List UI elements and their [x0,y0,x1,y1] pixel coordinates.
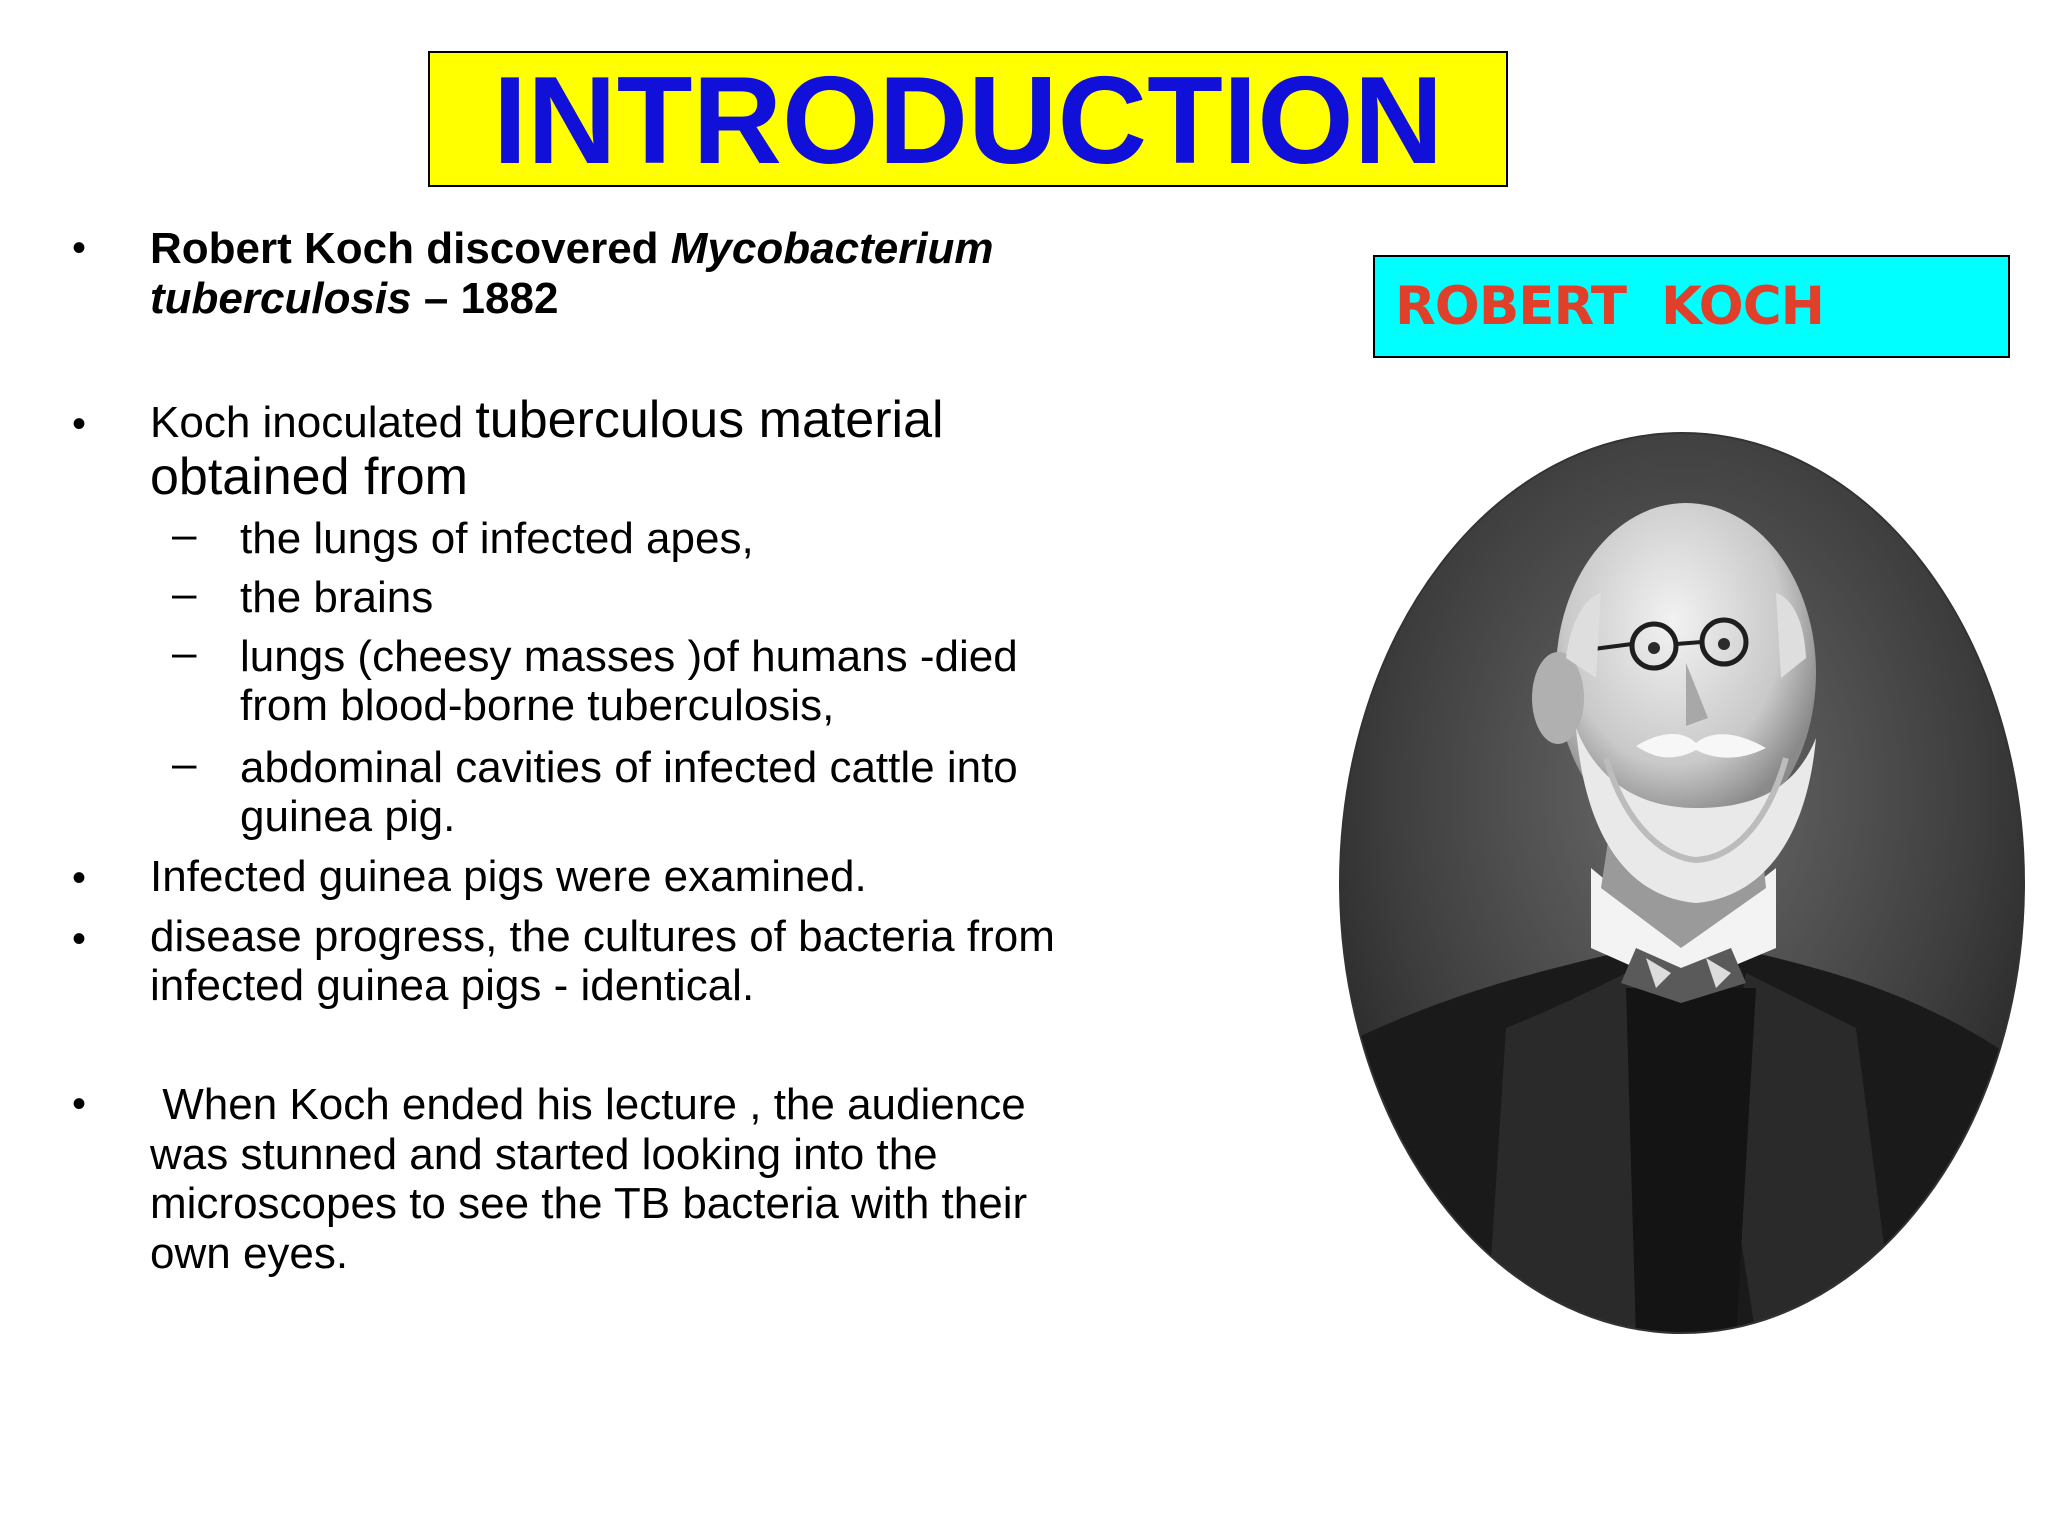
discovery-genus: Mycobacterium [670,224,994,273]
sub-item-humans-line2: from blood-borne tuberculosis, [240,681,835,730]
bullet-marker: • [72,226,87,270]
sub-item-brains: the brains [240,573,434,622]
progress-line2: infected guinea pigs - identical. [150,961,755,1010]
page-title: INTRODUCTION [492,52,1444,190]
bullet-item-examined: Infected guinea pigs were examined. [150,852,867,901]
sub-dash: – [172,569,197,618]
sub-item-cattle-line1: abdominal cavities of infected cattle into [240,743,1018,792]
inoculation-material: tuberculous material [475,391,944,449]
sub-item-apes: the lungs of infected apes, [240,514,754,563]
inoculation-source: obtained from [150,448,468,506]
sub-dash: – [172,739,197,788]
sub-dash: – [172,510,197,559]
discovery-prefix: Robert Koch discovered [150,224,671,273]
sub-item-cattle [240,743,1240,841]
bullet-marker: • [72,917,87,961]
lecture-line3: microscopes to see the TB bacteria with their [150,1179,1028,1228]
lecture-line1: When Koch ended his lecture , the audience [150,1080,1026,1129]
discovery-year: – 1882 [411,274,559,323]
bullet-item-lecture [150,1080,1250,1278]
inoculation-lead: Koch inoculated [150,398,476,447]
sub-item-humans [240,632,1240,730]
name-label: ROBERT KOCH [1395,276,1824,337]
lecture-line4: own eyes. [150,1228,349,1278]
sub-item-cattle-line2: guinea pig. [240,792,456,841]
sub-item-humans-line1: lungs (cheesy masses )of humans -died [240,632,1018,681]
bullet-item-discovery [150,224,1250,324]
bullet-marker: • [72,402,87,446]
bullet-marker: • [72,856,87,900]
bullet-item-progress [150,912,1250,1010]
name-label-box [1373,255,2010,358]
sub-dash: – [172,628,197,677]
bullet-marker: • [72,1082,87,1126]
bullet-item-inoculation [150,393,1250,507]
discovery-species: tuberculosis [150,274,412,323]
portrait-photo [1336,428,2028,1338]
progress-line1: disease progress, the cultures of bacteria from [150,912,1055,961]
lecture-line2: was stunned and started looking into the [150,1129,938,1179]
portrait-image [1336,428,2028,1338]
